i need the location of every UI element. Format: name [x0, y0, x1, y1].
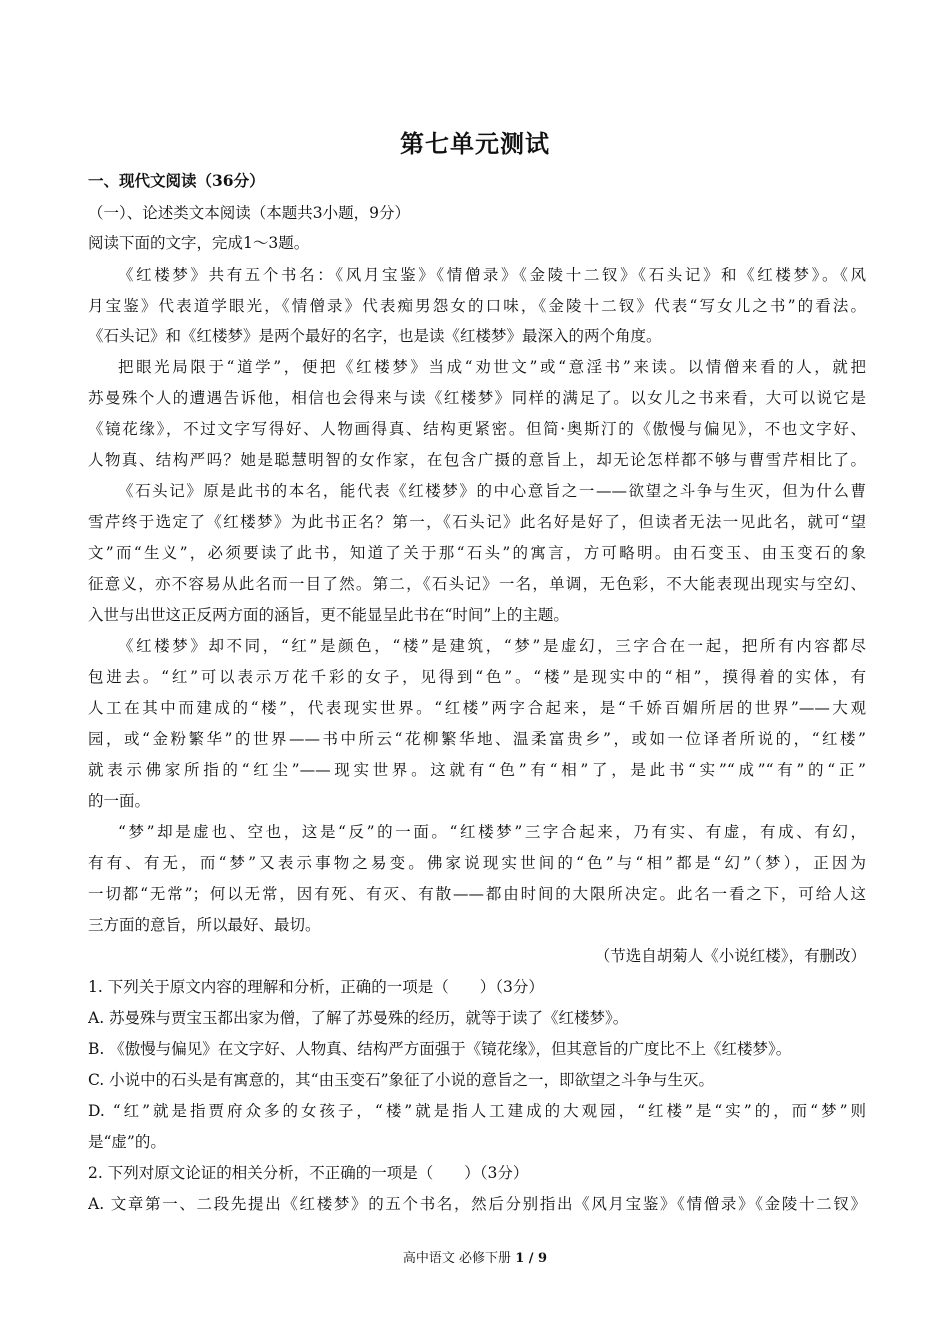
text-line: 《红楼梦》却不同，“红”是颜色，“楼”是建筑，“梦”是虚幻，三字合在一起，把所有内容都尽 [118, 637, 866, 655]
question-1: 1. 下列关于原文内容的理解和分析，正确的一项是（ ）（3分） [88, 978, 544, 996]
text-line: 月宝鉴》代表道学眼光，《情僧录》代表痴男怨女的口味，《金陵十二钗》代表“写女儿之书”的看法。 [88, 297, 866, 315]
text-line: “梦”却是虚也、空也，这是“反”的一面。“红楼梦”三字合起来，乃有实、有虚，有成、有幻， [118, 823, 866, 841]
text-line: 入世与出世这正反两方面的涵旨，更不能显呈此书在“时间”上的主题。 [88, 606, 569, 624]
text-line: 把眼光局限于“道学”，便把《红楼梦》当成“劝世文”或“意淫书”来读。以情僧来看的人，就把 [118, 358, 866, 376]
option-c: C. 小说中的石头是有寓意的，其“由玉变石”象征了小说的意旨之一，即欲望之斗争与生灭。 [88, 1071, 715, 1089]
text-line: 苏曼殊个人的遭遇告诉他，相信也会得来与读《红楼梦》同样的满足了。以女儿之书来看，大可以说它是 [88, 389, 866, 407]
page-footer [0, 1247, 950, 1266]
source-citation: （节选自胡菊人《小说红楼》，有删改） [594, 947, 866, 965]
option-d: D. “红”就是指贾府众多的女孩子，“楼”就是指人工建成的大观园，“红楼”是“实”的，而“梦”则 [88, 1102, 866, 1120]
footer-subject: 高中语文 必修下册 [402, 1251, 512, 1266]
option-a: A. 苏曼殊与贾宝玉都出家为僧，了解了苏曼殊的经历，就等于读了《红楼梦》。 [88, 1009, 629, 1027]
option-d-continued: 是“虚”的。 [88, 1133, 166, 1151]
text-line: 《石头记》和《红楼梦》是两个最好的名字，也是读《红楼梦》最深入的两个角度。 [88, 327, 662, 345]
question-2: 2. 下列对原文论证的相关分析，不正确的一项是（ ）（3分） [88, 1164, 529, 1182]
text-line: 三方面的意旨，所以最好、最切。 [88, 916, 321, 934]
reading-instruction: 阅读下面的文字，完成1～3题。 [88, 234, 310, 252]
page-number: 1 / 9 [515, 1251, 548, 1266]
text-line: 征意义，亦不容易从此名而一目了然。第二，《石头记》一名，单调，无色彩，不大能表现出现实与空幻、 [88, 575, 866, 593]
text-line: 一切都“无常”；何以无常，因有死、有灭、有散——都由时间的大限所决定。此名一看之下，可给人这 [88, 885, 866, 903]
text-line: 就表示佛家所指的“红尘”——现实世界。这就有“色”有“相”了，是此书“实”“成”“有”的“正” [88, 761, 866, 779]
section-heading: 一、现代文阅读（36分） [88, 171, 265, 190]
text-line: 雪芹终于选定了《红楼梦》为此书正名？第一，《石头记》此名好是好了，但读者无法一见此名，就可“望 [88, 513, 866, 531]
text-line: 人工在其中而建成的“楼”，代表现实世界。“红楼”两字合起来，是“千娇百媚所居的世界”——大观 [88, 699, 866, 717]
text-line: 《红楼梦》共有五个书名：《风月宝鉴》《情僧录》《金陵十二钗》《石头记》和《红楼梦》。《风 [118, 266, 866, 284]
text-line: 有有、有无，而“梦”又表示事物之易变。佛家说现实世间的“色”与“相”都是“幻”（梦），正因为 [88, 854, 866, 872]
text-line: 《石头记》原是此书的本名，能代表《红楼梦》的中心意旨之一——欲望之斗争与生灭，但为什么曹 [118, 482, 866, 500]
option-b: B. 《傲慢与偏见》在文字好、人物真、结构严方面强于《镜花缘》，但其意旨的广度比不上《红楼梦》。 [88, 1040, 792, 1058]
text-line: 园，或“金粉繁华”的世界——书中所云“花柳繁华地、温柔富贵乡”，或如一位译者所说的，“红楼” [88, 730, 866, 748]
text-line: 《镜花缘》，不过文字写得好、人物画得真、结构更紧密。但简·奥斯汀的《傲慢与偏见》，不也文字好、 [88, 420, 866, 438]
text-line: 文”而“生义”，必须要读了此书，知道了关于那“石头”的寓言，方可略明。由石变玉、由玉变石的象 [88, 544, 866, 562]
text-line: 人物真、结构严吗？她是聪慧明智的女作家，在包含广摄的意旨上，却无论怎样都不够与曹雪芹相比了。 [88, 451, 866, 469]
subsection-heading: （一）、论述类文本阅读（本题共3小题，9分） [88, 204, 410, 222]
option-a: A. 文章第一、二段先提出《红楼梦》的五个书名，然后分别指出《风月宝鉴》《情僧录》《金陵十二钗》 [88, 1195, 866, 1213]
text-line: 的一面。 [88, 792, 151, 810]
text-line: 包进去。“红”可以表示万花千彩的女子，见得到“色”。“楼”是现实中的“相”，摸得着的实体，有 [88, 668, 866, 686]
page-title: 第七单元测试 [400, 129, 550, 158]
